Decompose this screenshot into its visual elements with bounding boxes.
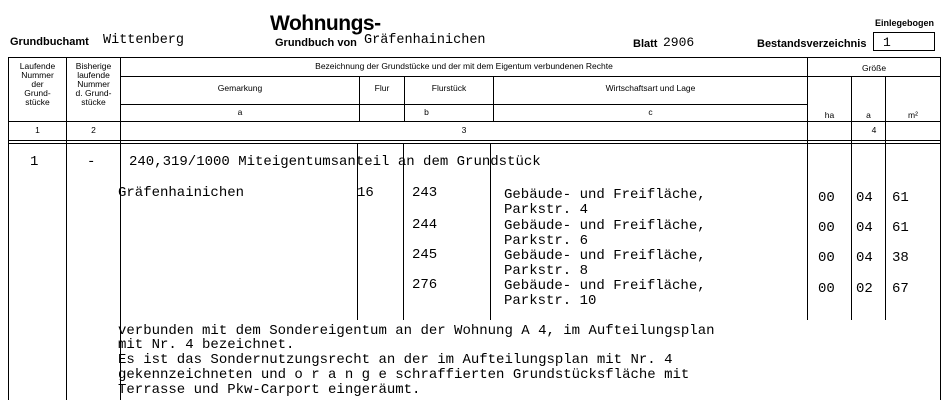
num-4: 4: [871, 125, 877, 135]
entry-share-text: 240,319/1000 Miteigentumsanteil an dem Grundstück: [129, 154, 541, 170]
sheet-number: 2906: [663, 35, 695, 50]
parcel-a: 04: [856, 220, 873, 236]
register-label: Bestandsverzeichnis: [757, 38, 867, 50]
parcel-ha: 00: [818, 250, 835, 266]
insert-label: Einlegebogen: [875, 18, 935, 28]
parcel-art-line1: Gebäude- und Freifläche,: [504, 248, 706, 264]
parcel-ha: 00: [818, 281, 835, 297]
col-flur: Flur: [374, 83, 390, 93]
num-3: 3: [461, 125, 467, 135]
book-title: Wohnungs-: [270, 12, 381, 35]
parcel-flurstueck: 243: [412, 185, 438, 201]
col-wirtschaftsart: Wirtschaftsart und Lage: [605, 83, 696, 93]
parcel-a: 02: [856, 281, 873, 297]
parcel-flurstueck: 245: [412, 247, 438, 263]
parcel-a: 04: [856, 250, 873, 266]
col-laufende-nummer: Laufende Nummer der Grund- stücke: [19, 61, 56, 107]
entry-gemarkung: Gräfenhainichen: [118, 185, 245, 201]
insert-number-box: [873, 32, 935, 51]
parcel-art-line1: Gebäude- und Freifläche,: [504, 278, 706, 294]
remark-line: mit Nr. 4 bezeichnet.: [118, 337, 295, 353]
unit-m2: m²: [908, 110, 918, 120]
sheet-label: Blatt: [633, 38, 658, 50]
parcel-m2: 67: [892, 281, 909, 297]
book-subtitle-prefix: Grundbuch von: [275, 37, 357, 49]
remark-line: gekennzeichneten und o r a n g e schraffierten Grundstücksfläche mit: [118, 367, 690, 383]
num-1: 1: [35, 125, 40, 135]
sub-c: c: [648, 107, 653, 117]
parcel-m2: 38: [892, 250, 909, 266]
num-2: 2: [91, 125, 96, 135]
parcel-ha: 00: [818, 220, 835, 236]
parcel-art-line1: Gebäude- und Freifläche,: [504, 187, 706, 203]
entry-lfd-nr: 1: [30, 154, 39, 170]
col-bisherige-nummer: Bisherige laufende Nummer d. Grund- stücke: [75, 61, 112, 107]
parcel-flurstueck: 276: [412, 277, 438, 293]
office-name: Wittenberg: [103, 33, 185, 48]
col-gemarkung: Gemarkung: [217, 83, 263, 93]
parcel-art-line2: Parkstr. 4: [504, 202, 589, 218]
parcel-art-line1: Gebäude- und Freifläche,: [504, 218, 706, 234]
book-subtitle-place: Gräfenhainichen: [364, 33, 486, 48]
unit-a: a: [866, 110, 871, 120]
parcel-m2: 61: [892, 190, 909, 206]
parcel-art-line2: Parkstr. 10: [504, 293, 597, 309]
col-bezeichnung: Bezeichnung der Grundstücke und der mit dem Eigentum verbundenen Rechte: [315, 61, 613, 71]
parcel-art-line2: Parkstr. 6: [504, 233, 589, 249]
entry-flur: 16: [357, 185, 374, 201]
remark-line: Es ist das Sondernutzungsrecht an der im Aufteilungsplan mit Nr. 4: [118, 352, 673, 368]
sub-a: a: [237, 107, 243, 117]
sub-b: b: [424, 107, 429, 117]
insert-number: 1: [883, 35, 891, 50]
parcel-ha: 00: [818, 190, 835, 206]
office-label: Grundbuchamt: [10, 36, 89, 48]
remark-line: verbunden mit dem Sondereigentum an der Wohnung A 4, im Aufteilungsplan: [118, 323, 715, 339]
parcel-art-line2: Parkstr. 8: [504, 263, 589, 279]
parcel-flurstueck: 244: [412, 217, 438, 233]
col-groesse: Größe: [861, 63, 887, 73]
unit-ha: ha: [824, 110, 835, 120]
parcel-a: 04: [856, 190, 873, 206]
parcel-m2: 61: [892, 220, 909, 236]
col-flurstueck: Flurstück: [431, 83, 467, 93]
remark-line: Terrasse und Pkw-Carport eingeräumt.: [118, 382, 421, 398]
entry-bisherige-nr: -: [87, 154, 96, 170]
